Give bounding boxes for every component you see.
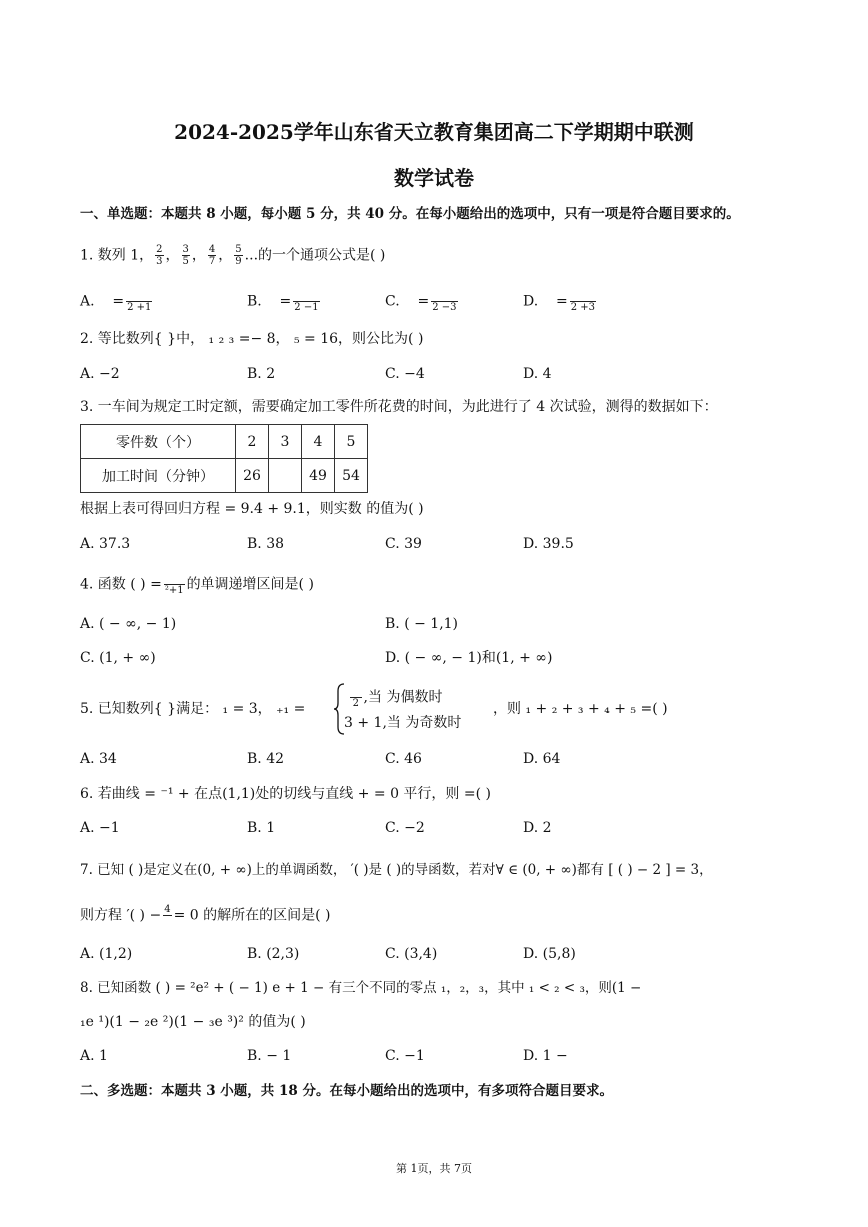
q1-frac-0: $\frac{2}{3}$ bbox=[156, 244, 163, 267]
q7-option-d: D. (5,8) bbox=[523, 946, 576, 962]
q2-option-a: A. −2 bbox=[80, 366, 120, 382]
q3-regression-text: 根据上表可得回归方程 = 9.4 + 9.1，则实数 的值为( ) bbox=[80, 501, 424, 517]
q5-stem-a: 5. 已知数列{ }满足： ₁ = 3， ₊₁ = bbox=[80, 701, 306, 717]
table-cell: 54 bbox=[335, 459, 368, 493]
q5-stem-b: ，则 ₁ + ₂ + ₃ + ₄ + ₅ =( ) bbox=[493, 701, 668, 717]
q6-stem: 6. 若曲线 = ⁻¹ + 在点(1,1)处的切线与直线 + = 0 平行，则 =( ) bbox=[80, 786, 491, 802]
q8-option-d: D. 1 − bbox=[523, 1048, 568, 1064]
q5-case-odd: 3 + 1,当 为奇数时 bbox=[344, 715, 462, 731]
q1-frac-2: $\frac{4}{7}$ bbox=[208, 244, 216, 267]
q3-option-a: A. 37.3 bbox=[80, 536, 131, 552]
q5-option-d: D. 64 bbox=[523, 751, 561, 767]
q2-option-c: C. −4 bbox=[385, 366, 425, 382]
q4-option-b: B. ( − 1,1) bbox=[385, 616, 459, 632]
table-row bbox=[81, 459, 368, 493]
q4-stem: 4. 函数 ( ) = ²+1 的单调递增区间是( ) bbox=[80, 573, 314, 596]
q5-option-a: A. 34 bbox=[80, 751, 117, 767]
q2-stem: 2. 等比数列{ }中， ₁ ₂ ₃ =− 8， ₅ = 16，则公比为( ) bbox=[80, 331, 424, 347]
q8-option-c: C. −1 bbox=[385, 1048, 425, 1064]
paper-title: 2024-2025学年山东省天立教育集团高二下学期期中联测 bbox=[174, 120, 694, 144]
q2-option-d: D. 4 bbox=[523, 366, 552, 382]
q1-frac-1: $\frac{3}{5}$ bbox=[182, 244, 189, 267]
q1-option-c: C. = 2 −3 bbox=[385, 290, 460, 313]
table-cell: 零件数（个） bbox=[81, 425, 236, 459]
q7-option-b: B. (2,3) bbox=[247, 946, 300, 962]
q6-option-c: C. −2 bbox=[385, 820, 425, 836]
q4-option-a: A. ( − ∞, − 1) bbox=[80, 616, 177, 632]
table-cell: 5 bbox=[335, 425, 368, 459]
section2-heading: 二、多选题：本题共 3 小题，共 18 分。在每小题给出的选项中，有多项符合题目要求。 bbox=[80, 1083, 613, 1099]
q5-option-b: B. 42 bbox=[247, 751, 285, 767]
q7-stem-b: 则方程 ′( ) − 4 = 0 的解所在的区间是( ) bbox=[80, 904, 331, 924]
table-cell: 3 bbox=[269, 425, 302, 459]
q8-stem-b: ₁e ¹)(1 − ₂e ²)(1 − ₃e ³)² 的值为( ) bbox=[80, 1014, 306, 1030]
table-cell: 4 bbox=[302, 425, 335, 459]
q7-option-c: C. (3,4) bbox=[385, 946, 438, 962]
q3-option-b: B. 38 bbox=[247, 536, 285, 552]
q5-case-even: 2 ,当 为偶数时 bbox=[348, 686, 442, 709]
table-cell bbox=[269, 459, 302, 493]
q3-data-table bbox=[80, 424, 368, 493]
table-cell: 加工时间（分钟） bbox=[81, 459, 236, 493]
q8-option-a: A. 1 bbox=[80, 1048, 108, 1064]
q8-stem-a: 8. 已知函数 ( ) = ²e² + ( − 1) e + 1 − 有三个不同的零点 ₁，₂，₃，其中 ₁ < ₂ < ₃，则(1 − bbox=[80, 980, 642, 996]
q1-stem: 1. 数列 1， $\frac{2}{3}$ ， $\frac{3}{5}$ ， $\frac{4}{7}$ ， $\frac{5}{9}$ ...的一个通项公式是( ) bbox=[80, 244, 386, 267]
q2-option-b: B. 2 bbox=[247, 366, 276, 382]
q7-option-a: A. (1,2) bbox=[80, 946, 133, 962]
q1-option-d: D. = 2 +3 bbox=[523, 290, 598, 313]
q6-option-b: B. 1 bbox=[247, 820, 276, 836]
q5-option-c: C. 46 bbox=[385, 751, 422, 767]
q8-option-b: B. − 1 bbox=[247, 1048, 292, 1064]
q7-stem-a: 7. 已知 ( )是定义在(0, + ∞)上的单调函数， ′( )是 ( )的导函数，若对∀ ∈ (0, + ∞)都有 [ ( ) − 2 ] = 3， bbox=[80, 862, 713, 878]
q3-option-c: C. 39 bbox=[385, 536, 422, 552]
q3-stem: 3. 一车间为规定工时定额，需要确定加工零件所花费的时间，为此进行了 4 次试验，测得的数据如下： bbox=[80, 399, 718, 415]
q3-option-d: D. 39.5 bbox=[523, 536, 574, 552]
paper-subtitle: 数学试卷 bbox=[394, 166, 474, 190]
q6-option-d: D. 2 bbox=[523, 820, 552, 836]
q4-option-d: D. ( − ∞, − 1)和(1, + ∞) bbox=[385, 650, 553, 666]
q4-option-c: C. (1, + ∞) bbox=[80, 650, 156, 666]
q1-frac-3: $\frac{5}{9}$ bbox=[235, 244, 242, 267]
q1-option-a: A. = 2 +1 bbox=[80, 290, 154, 313]
table-cell: 2 bbox=[236, 425, 269, 459]
q1-option-b: B. = 2 −1 bbox=[247, 290, 322, 313]
q6-option-a: A. −1 bbox=[80, 820, 120, 836]
table-row bbox=[81, 425, 368, 459]
page-footer: 第 1页，共 7页 bbox=[396, 1162, 472, 1175]
table-cell: 26 bbox=[236, 459, 269, 493]
table-cell: 49 bbox=[302, 459, 335, 493]
section1-heading: 一、单选题：本题共 8 小题，每小题 5 分，共 40 分。在每小题给出的选项中，只有一项是符合题目要求的。 bbox=[80, 206, 740, 222]
